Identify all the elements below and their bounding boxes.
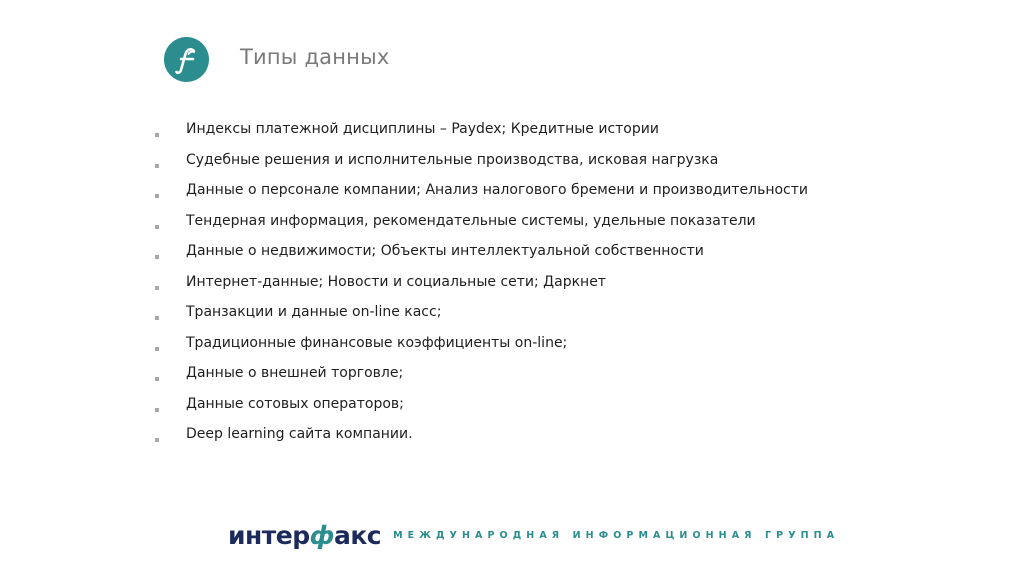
list-item-text: Интернет-данные; Новости и социальные сети; Даркнет [186,273,606,290]
list-item-text: Данные о персонале компании; Анализ налогового бремени и производительности [186,182,808,198]
brand-part-1: интер [228,520,310,550]
list-item-text: Данные о недвижимости; Объекты интеллектуальной собственности [186,243,704,259]
list-item-text: Судебные решения и исполнительные производства, исковая нагрузка [186,151,719,168]
bullet-icon [155,438,159,442]
page-title: Типы данных [240,45,390,69]
bullet-icon [155,194,159,198]
list-item-text: Традиционные финансовые коэффициенты on-line; [186,334,568,351]
list-item-text: Deep learning сайта компании. [186,426,413,442]
list-item-text: Транзакции и данные on-line касс; [186,304,442,320]
bullet-icon [155,347,159,351]
bullet-icon [155,164,159,168]
bullet-icon [155,316,159,320]
list-item-text: Данные сотовых операторов; [186,395,404,412]
interfax-f-icon [164,37,209,82]
footer-logo [228,515,839,555]
bullet-icon [155,255,159,259]
brand-part-3: акс [333,520,382,550]
bullet-icon [155,133,159,137]
bullet-icon [155,286,159,290]
brand-tagline: МЕЖДУНАРОДНАЯ ИНФОРМАЦИОННАЯ ГРУППА [393,529,840,541]
bullet-icon [155,377,159,381]
bullet-icon [155,225,159,229]
brand-wordmark [228,521,381,550]
list-item-text: Данные о внешней торговле; [186,365,404,381]
f-glyph-icon [173,45,201,75]
list-item-text: Тендерная информация, рекомендательные системы, удельные показатели [186,212,756,229]
bullet-icon [155,408,159,412]
brand-part-2: ф [309,520,334,550]
list-item-text: Индексы платежной дисциплины – Paydex; Кредитные истории [186,121,659,137]
